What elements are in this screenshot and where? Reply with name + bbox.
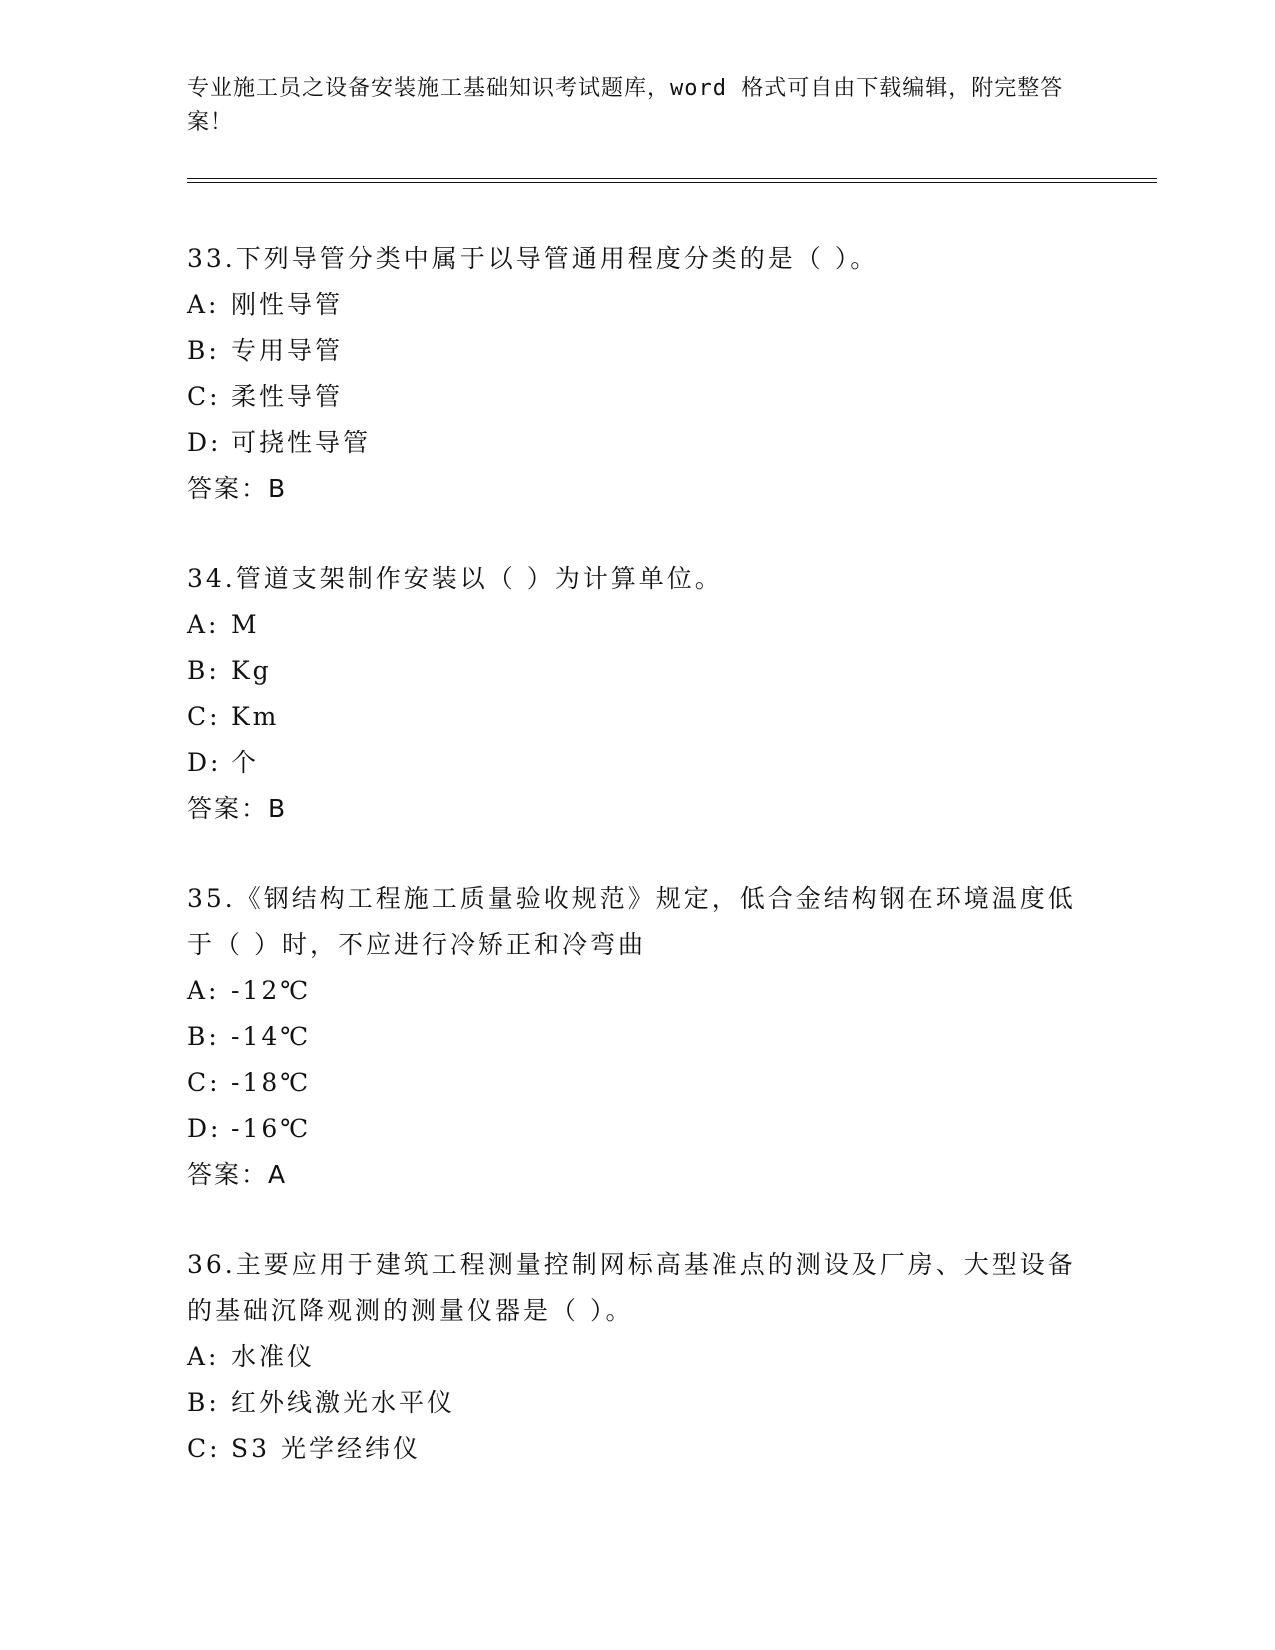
option-label: A: [187, 290, 220, 319]
header-divider [187, 178, 1157, 183]
option-label: B: [187, 1388, 220, 1417]
option-b [187, 328, 1147, 374]
answer-line: 答案：B [187, 474, 288, 503]
option-label: D: [187, 748, 222, 777]
option-text: -12℃ [231, 976, 312, 1005]
answer-line: 答案：B [187, 794, 288, 823]
option-text: 水准仪 [231, 1342, 316, 1371]
option-label: A: [187, 1342, 220, 1371]
question-title: 36.主要应用于建筑工程测量控制网标高基准点的测设及厂房、大型设备的基础沉降观测的测量仪器是（ ）。 [187, 1250, 1076, 1325]
question-title: 33.下列导管分类中属于以导管通用程度分类的是（ ）。 [187, 244, 879, 273]
question-title: 35.《钢结构工程施工质量验收规范》规定，低合金结构钢在环境温度低于（ ）时，不应进行冷矫正和冷弯曲 [187, 884, 1076, 959]
option-text: -18℃ [231, 1068, 312, 1097]
option-c [187, 1426, 1147, 1472]
option-c [187, 694, 1147, 740]
question-33 [187, 236, 1147, 512]
option-text: Kg [231, 656, 272, 685]
option-d [187, 740, 1147, 786]
option-label: D: [187, 428, 222, 457]
option-b [187, 648, 1147, 694]
answer-line: 答案：A [187, 1160, 288, 1189]
option-text: 柔性导管 [231, 382, 344, 411]
option-label: B: [187, 1022, 220, 1051]
option-label: C: [187, 382, 221, 411]
document-header: 专业施工员之设备安装施工基础知识考试题库，word 格式可自由下载编辑，附完整答案！ [187, 76, 1064, 135]
option-text: S3 光学经纬仪 [231, 1434, 421, 1463]
option-d [187, 1106, 1147, 1152]
question-title: 34.管道支架制作安装以（ ）为计算单位。 [187, 564, 723, 593]
option-label: C: [187, 1068, 221, 1097]
option-b [187, 1014, 1147, 1060]
option-a [187, 602, 1147, 648]
option-a [187, 1334, 1147, 1380]
option-a [187, 968, 1147, 1014]
option-text: -14℃ [231, 1022, 312, 1051]
option-a [187, 282, 1147, 328]
option-b [187, 1380, 1147, 1426]
option-label: D: [187, 1114, 222, 1143]
option-text: 个 [231, 748, 260, 777]
option-text: 刚性导管 [231, 290, 344, 319]
option-text: -16℃ [231, 1114, 312, 1143]
option-text: 专用导管 [231, 336, 344, 365]
option-text: Km [231, 702, 280, 731]
option-label: B: [187, 656, 220, 685]
question-35 [187, 876, 1147, 1198]
option-text: 红外线激光水平仪 [231, 1388, 456, 1417]
option-text: 可挠性导管 [231, 428, 372, 457]
option-d [187, 420, 1147, 466]
option-label: A: [187, 610, 220, 639]
option-label: A: [187, 976, 220, 1005]
question-34 [187, 556, 1147, 832]
question-list [187, 236, 1147, 1516]
option-label: C: [187, 1434, 221, 1463]
option-label: C: [187, 702, 221, 731]
option-c [187, 374, 1147, 420]
question-36 [187, 1242, 1147, 1472]
option-text: M [231, 610, 260, 639]
option-label: B: [187, 336, 220, 365]
option-c [187, 1060, 1147, 1106]
